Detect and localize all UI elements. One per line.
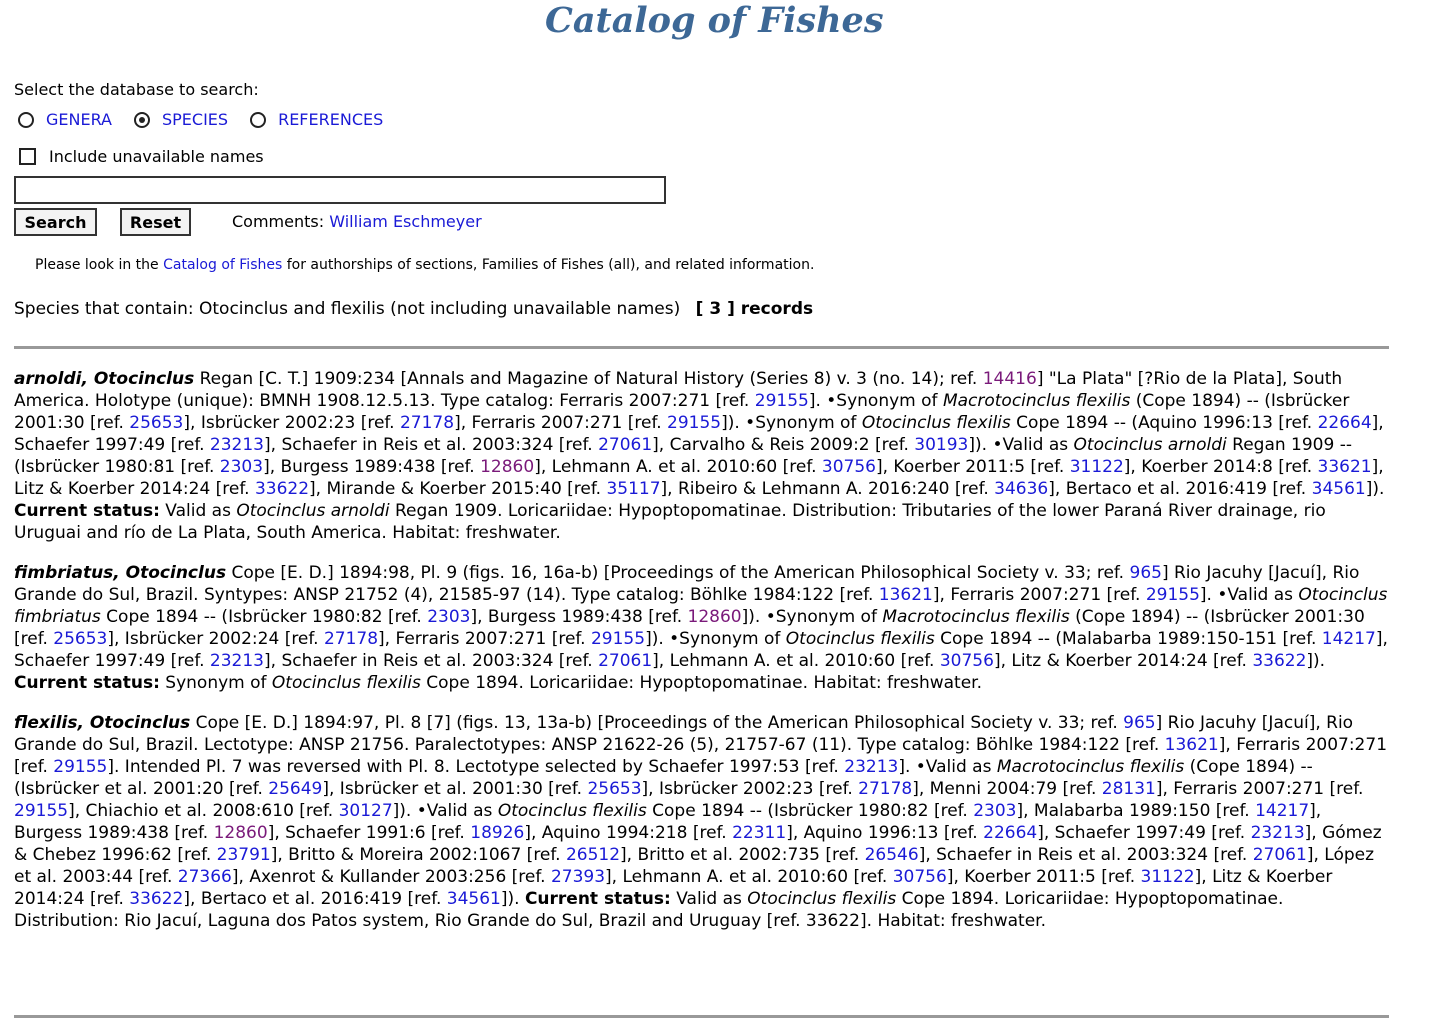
reference-link[interactable]: 13621: [878, 585, 933, 605]
reference-link[interactable]: 27061: [1252, 845, 1307, 865]
reset-button[interactable]: Reset: [120, 208, 191, 236]
search-input[interactable]: [14, 176, 666, 204]
reference-link[interactable]: 29155: [754, 391, 809, 411]
reference-link[interactable]: 26512: [565, 845, 621, 865]
reference-link[interactable]: 27366: [177, 867, 232, 887]
reference-link[interactable]: 25653: [587, 779, 642, 799]
record-text: Valid as: [159, 501, 237, 521]
reference-link[interactable]: 34561: [446, 889, 501, 909]
record-count: [ 3 ] records: [695, 299, 814, 319]
reference-link[interactable]: 29155: [590, 629, 646, 649]
record-text: ], Ferraris 2007:271 [ref.: [1155, 779, 1364, 799]
record-text: ]).: [1365, 479, 1385, 499]
record-text: ], Axenrot & Kullander 2003:256 [ref.: [231, 867, 551, 887]
record-text: ], Britto et al. 2002:735 [ref.: [620, 845, 865, 865]
reference-link[interactable]: 25653: [129, 413, 184, 433]
record-text: ], Ferraris 2007:271 [ref.: [454, 413, 668, 433]
record-text: ], Koerber 2011:5 [ref.: [875, 457, 1070, 477]
comments: [232, 212, 482, 231]
record-text: ], Schaefer in Reis et al. 2003:324 [ref.: [264, 651, 599, 671]
record-text: (Cope 1894) -- (Isbrücker 2001:30 [ref.: [14, 391, 1350, 433]
record-text: ], Koerber 2011:5 [ref.: [946, 867, 1141, 887]
species-name: flexilis, Otocinclus: [14, 713, 191, 733]
record-text: ], Aquino 1994:218 [ref.: [524, 823, 733, 843]
record-text: ], Ferraris 2007:271 [ref.: [14, 735, 1388, 777]
record-text: Valid as: [670, 889, 748, 909]
record-text: ], Schaefer 1991:6 [ref.: [267, 823, 471, 843]
record-text: ], Lehmann A. et al. 2010:60 [ref.: [652, 651, 940, 671]
reference-link[interactable]: 965: [1123, 713, 1156, 733]
record-text: Regan 1909. Loricariidae: Hypoptopomatinae. Distribution: Tributaries of the lower Paraná River drainage, rio Uruguai and río de La Plata, South America. Habitat: freshwater.: [14, 501, 1326, 543]
record-text: ], Schaefer in Reis et al. 2003:324 [ref.: [264, 435, 599, 455]
record-text: Cope 1894 -- (Malabarba 1989:150-151 [ref.: [934, 629, 1322, 649]
record-text: ]).: [500, 889, 525, 909]
divider-bottom: [14, 1015, 1389, 1018]
reference-link[interactable]: 30756: [892, 867, 947, 887]
taxon-name: Macrotocinclus flexilis: [882, 607, 1070, 627]
reference-link[interactable]: 33622: [254, 479, 310, 499]
taxon-name: Macrotocinclus flexilis: [942, 391, 1131, 411]
radio-references[interactable]: [250, 110, 383, 129]
reference-link[interactable]: 27178: [858, 779, 913, 799]
record-text: (Cope 1894) -- (Isbrücker et al. 2001:20 [ref.: [14, 757, 1313, 799]
taxon-name: Otocinclus flexilis: [747, 889, 897, 909]
reference-link[interactable]: 30756: [821, 457, 876, 477]
status-label: Current status:: [14, 673, 160, 693]
record-text: Cope 1894. Loricariidae: Hypoptopomatinae. Habitat: freshwater.: [420, 673, 983, 693]
record-text: Cope 1894. Loricariidae: Hypoptopomatinae. Distribution: Rio Jacuí, Laguna dos Patos system, Rio Grande do Sul, Brazil and Uruguay [ref. 33622]. Habitat: freshwater.: [14, 889, 1284, 931]
status-label: Current status:: [524, 889, 671, 909]
record-text: ], Litz & Koerber 2014:24 [ref.: [14, 457, 1384, 499]
database-radio-group: [18, 110, 405, 129]
reference-link[interactable]: 14217: [1321, 629, 1376, 649]
record-text: ], Bertaco et al. 2016:419 [ref.: [183, 889, 447, 909]
record-text: Cope [E. D.] 1894:97, Pl. 8 [7] (figs. 13, 13a-b) [Proceedings of the American Philosophical Society v. 33; ref.: [190, 713, 1124, 733]
record-text: ], Schaefer 1997:49 [ref.: [14, 629, 1388, 671]
record-text: ], Bertaco et al. 2016:419 [ref.: [1048, 479, 1312, 499]
include-unavailable-label: Include unavailable names: [49, 147, 264, 166]
record-text: ], Schaefer 1997:49 [ref.: [14, 413, 1384, 455]
include-unavailable-checkbox[interactable]: [19, 148, 36, 165]
record-text: ], Schaefer 1997:49 [ref.: [1037, 823, 1251, 843]
record-text: ], Carvalho & Reis 2009:2 [ref.: [652, 435, 915, 455]
record-text: ], Litz & Koerber 2014:24 [ref.: [993, 651, 1253, 671]
record-text: ]. •Valid as: [1199, 585, 1299, 605]
record-text: ], Lehmann A. et al. 2010:60 [ref.: [534, 457, 822, 477]
record-text: ], López et al. 2003:44 [ref.: [14, 845, 1375, 887]
reference-link[interactable]: 23213: [1250, 823, 1305, 843]
search-button[interactable]: Search: [14, 208, 97, 236]
record-text: ], Malabarba 1989:150 [ref.: [1016, 801, 1256, 821]
reference-link[interactable]: 2303: [973, 801, 1017, 821]
record-text: ], Burgess 1989:438 [ref.: [263, 457, 481, 477]
reference-link[interactable]: 27393: [550, 867, 606, 887]
comments-author-link[interactable]: William Eschmeyer: [329, 212, 482, 231]
record-text: ]). •Synonym of: [645, 629, 786, 649]
reference-link[interactable]: 23213: [844, 757, 899, 777]
taxon-name: Macrotocinclus flexilis: [996, 757, 1185, 777]
record-text: ]). •Valid as: [968, 435, 1074, 455]
reference-link[interactable]: 23213: [209, 651, 265, 671]
database-select-label: Select the database to search:: [14, 80, 259, 99]
reference-link[interactable]: 23791: [216, 845, 271, 865]
record-text: ], Koerber 2014:8 [ref.: [1123, 457, 1318, 477]
record-text: ], Chiachio et al. 2008:610 [ref.: [68, 801, 339, 821]
record-text: ]. •Synonym of: [808, 391, 943, 411]
records-list: [14, 368, 1389, 950]
species-record: [14, 562, 1389, 694]
record-text: ] Rio Jacuhy [Jacuí], Rio Grande do Sul, Brazil. Lectotype: ANSP 21756. Paralectotypes: ANSP 21622-26 (5), 21757-67 (11). Type catalog: Böhlke 1984:122 [ref.: [14, 713, 1354, 755]
reference-link[interactable]: 13621: [1164, 735, 1219, 755]
taxon-name: Otocinclus flexilis: [785, 629, 935, 649]
page-title: Catalog of Fishes: [545, 0, 884, 41]
record-text: ]). •Synonym of: [741, 607, 883, 627]
record-text: Cope 1894 -- (Aquino 1996:13 [ref.: [1010, 413, 1318, 433]
reference-link[interactable]: 2303: [219, 457, 264, 477]
record-text: ], Litz & Koerber 2014:24 [ref.: [14, 867, 1333, 909]
record-text: ], Ferraris 2007:271 [ref.: [932, 585, 1146, 605]
record-text: ]). •Synonym of: [721, 413, 862, 433]
reference-link[interactable]: 30193: [914, 435, 969, 455]
reference-link[interactable]: 30756: [939, 651, 994, 671]
include-unavailable-row[interactable]: [19, 147, 264, 166]
reference-link[interactable]: 29155: [53, 757, 108, 777]
references-link[interactable]: REFERENCES: [278, 110, 384, 129]
radio-button-icon[interactable]: [250, 112, 266, 128]
record-text: ], Aquino 1996:13 [ref.: [786, 823, 984, 843]
record-text: ], Isbrücker 2002:23 [ref.: [641, 779, 859, 799]
reference-link[interactable]: 23213: [209, 435, 265, 455]
reference-link[interactable]: 34636: [994, 479, 1049, 499]
results-summary: [14, 299, 813, 319]
record-text: ], Isbrücker et al. 2001:30 [ref.: [322, 779, 588, 799]
species-name: arnoldi, Otocinclus: [14, 369, 195, 389]
notice-after: for authorships of sections, Families of Fishes (all), and related information.: [282, 257, 815, 273]
record-text: ], Schaefer in Reis et al. 2003:324 [ref.: [918, 845, 1253, 865]
species-name: fimbriatus, Otocinclus: [14, 563, 227, 583]
record-text: ], Menni 2004:79 [ref.: [912, 779, 1102, 799]
radio-species[interactable]: [134, 110, 228, 129]
reference-link[interactable]: 30127: [338, 801, 393, 821]
reference-link[interactable]: 33622: [1252, 651, 1307, 671]
record-text: Cope 1894 -- (Isbrücker 1980:82 [ref.: [646, 801, 974, 821]
taxon-name: Otocinclus arnoldi: [1073, 435, 1227, 455]
reference-link[interactable]: 25649: [268, 779, 323, 799]
divider-top: [14, 346, 1389, 349]
record-text: (Cope 1894) -- (Isbrücker 2001:30 [ref.: [14, 607, 1365, 649]
record-text: ], Mirande & Koerber 2015:40 [ref.: [309, 479, 607, 499]
reference-link[interactable]: 34561: [1311, 479, 1366, 499]
taxon-name: Otocinclus arnoldi: [236, 501, 390, 521]
status-label: Current status:: [14, 501, 160, 521]
reference-link[interactable]: 27061: [598, 435, 653, 455]
record-text: Cope [E. D.] 1894:98, Pl. 9 (figs. 16, 16a-b) [Proceedings of the American Philosophical Society v. 33; ref.: [226, 563, 1130, 583]
reference-link[interactable]: 22311: [732, 823, 787, 843]
species-link[interactable]: SPECIES: [162, 110, 229, 129]
genera-link[interactable]: GENERA: [46, 110, 112, 129]
taxon-name: Otocinclus flexilis: [271, 673, 421, 693]
reference-link[interactable]: 35117: [606, 479, 661, 499]
reference-link[interactable]: 29155: [1145, 585, 1200, 605]
reference-link[interactable]: 29155: [667, 413, 722, 433]
record-text: ], Burgess 1989:438 [ref.: [14, 801, 1322, 843]
record-text: ], Ribeiro & Lehmann A. 2016:240 [ref.: [660, 479, 995, 499]
reference-link[interactable]: 2303: [427, 607, 471, 627]
record-text: ]. •Valid as: [898, 757, 997, 777]
reference-link[interactable]: 31122: [1069, 457, 1124, 477]
reference-link[interactable]: 25653: [53, 629, 108, 649]
record-text: Regan [C. T.] 1909:234 [Annals and Magazine of Natural History (Series 8) v. 3 (no. 14); ref.: [194, 369, 983, 389]
reference-link[interactable]: 27178: [323, 629, 379, 649]
reference-link[interactable]: 33622: [129, 889, 184, 909]
reference-link[interactable]: 27178: [399, 413, 455, 433]
record-text: ], Isbrücker 2002:23 [ref.: [183, 413, 400, 433]
species-record: [14, 368, 1389, 544]
notice-text: [35, 257, 814, 273]
record-text: ]).: [1306, 651, 1326, 671]
species-record: [14, 712, 1389, 932]
record-text: ]). •Valid as: [392, 801, 498, 821]
catalog-link[interactable]: Catalog of Fishes: [163, 257, 283, 273]
notice-before: Please look in the: [35, 257, 164, 273]
reference-link[interactable]: 26546: [864, 845, 919, 865]
radio-button-icon[interactable]: [18, 112, 34, 128]
record-text: ] "La Plata" [?Rio de la Plata], South America. Holotype (unique): BMNH 1908.12.5.13. Type catalog: Ferraris 2007:271 [ref.: [14, 369, 1343, 411]
record-text: Cope 1894 -- (Isbrücker 1980:82 [ref.: [100, 607, 428, 627]
record-text: Synonym of: [159, 673, 272, 693]
reference-link[interactable]: 22664: [983, 823, 1038, 843]
record-text: ], Ferraris 2007:271 [ref.: [378, 629, 591, 649]
record-text: ], Isbrücker 2002:24 [ref.: [107, 629, 324, 649]
record-text: ] Rio Jacuhy [Jacuí], Rio Grande do Sul, Brazil. Syntypes: ANSP 21752 (4), 21585-97 (14). Type catalog: Böhlke 1984:122 [ref.: [14, 563, 1360, 605]
record-text: ], Gómez & Chebez 1996:62 [ref.: [14, 823, 1382, 865]
reference-link[interactable]: 18926: [470, 823, 525, 843]
comments-label: Comments:: [232, 212, 325, 231]
reference-link[interactable]: 31122: [1140, 867, 1195, 887]
taxon-name: Otocinclus fimbriatus: [14, 585, 1388, 627]
reference-link[interactable]: 27061: [598, 651, 653, 671]
reference-link[interactable]: 12860: [213, 823, 268, 843]
reference-link[interactable]: 29155: [14, 801, 69, 821]
record-text: ]. Intended Pl. 7 was reversed with Pl. 8. Lectotype selected by Schaefer 1997:53 [ref.: [107, 757, 845, 777]
radio-button-selected-icon[interactable]: [134, 112, 150, 128]
record-text: ], Burgess 1989:438 [ref.: [470, 607, 688, 627]
reference-link[interactable]: 12860: [687, 607, 742, 627]
reference-link[interactable]: 14416: [982, 369, 1037, 389]
record-text: Regan 1909 -- (Isbrücker 1980:81 [ref.: [14, 435, 1352, 477]
reference-link[interactable]: 28131: [1101, 779, 1156, 799]
reference-link[interactable]: 965: [1129, 563, 1162, 583]
summary-text: Species that contain: Otocinclus and flexilis (not including unavailable names): [14, 299, 681, 319]
reference-link[interactable]: 22664: [1317, 413, 1372, 433]
reference-link[interactable]: 33621: [1317, 457, 1372, 477]
record-text: ], Lehmann A. et al. 2010:60 [ref.: [605, 867, 893, 887]
taxon-name: Otocinclus flexilis: [861, 413, 1011, 433]
record-text: ], Britto & Moreira 2002:1067 [ref.: [270, 845, 566, 865]
reference-link[interactable]: 14217: [1255, 801, 1310, 821]
radio-genera[interactable]: [18, 110, 112, 129]
reference-link[interactable]: 12860: [480, 457, 535, 477]
taxon-name: Otocinclus flexilis: [497, 801, 647, 821]
